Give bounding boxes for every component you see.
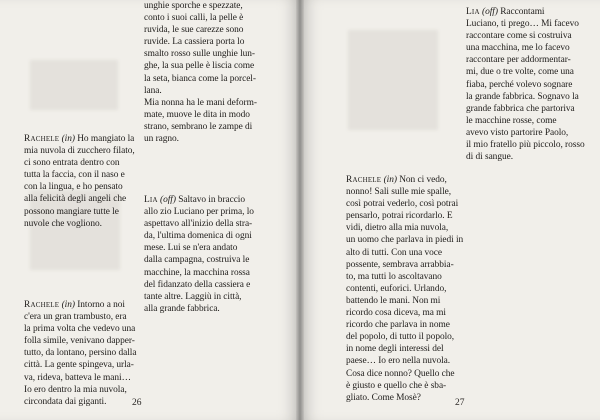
speech-text: Non ci vedo, nonno! Sali sulle mie spalle, così potrai vederlo, così potrai pensarlo, potrai ricordarlo. E vidi, dietro alla mia nuvola, un uomo che parlava in piedi in alto di tutti. Con una voce possente, sembrava arrabbia- to, ma tutti lo ascoltavano contenti, euforici. Urlando, battendo le mani. Non mi ricordo cosa diceva, ma mi ricordo che parlava in nome del popolo, di tutto il popolo, in nome degli interessi del paese… Io ero nella nuvola. Cosa dice nonno? Quello che è giusto e quello che è sba- gliato. Come Mosè? (346, 175, 464, 403)
speaker-name: Lia (466, 7, 480, 17)
narration-paragraph: unghie sporche e spezzate, conto i suoi calli, la pelle è ruvida, le sue carezze sono ruvide. La cassiera porta lo smalto rosso sulle unghie lun- ghe, la sua pelle è liscia come la seta, bianca come la porcel- lana. Mia nonna ha le mani deform- mate, muove le dita in modo strano, sembrano le zampe di un ragno. (144, 1, 257, 145)
stage-direction: (off) (482, 7, 498, 17)
stage-direction: (in) (383, 175, 397, 185)
speech-text: Saltavo in braccio allo zio Luciano per prima, lo aspettavo all'inizio della stra- da, l'ultima domenica di ogni mese. Lui se n'era andato dalla campagna, costruiva le macchine, la macchina rossa del fidanzato della cassiera e tante altre. Laggiù in città, alla grande fabbrica. (144, 195, 254, 314)
speaker-name: Rachele (24, 300, 60, 310)
rachele-speech (24, 299, 136, 408)
page-number: 26 (132, 398, 142, 408)
speaker-name: Rachele (24, 134, 60, 144)
speech-text: Intorno a noi c'era un gran trambusto, era la prima volta che vedevo una folla simile, venivano dapper- tutto, da lontano, persino dalla città. La gente spingeva, urla- va, rideva, batteva le mani… Io ero dentro la mia nuvola, circondata dai giganti. (24, 300, 137, 407)
rachele-speech (24, 133, 135, 230)
bleed-through-shadow (348, 30, 438, 130)
stage-direction: (in) (61, 134, 75, 144)
lia-speech (466, 6, 585, 163)
stage-direction: (in) (61, 300, 75, 310)
book-gutter (296, 0, 304, 420)
speaker-name: Rachele (346, 175, 382, 185)
lia-speech (144, 194, 254, 315)
speaker-name: Lia (144, 195, 158, 205)
bleed-through-shadow (30, 60, 118, 110)
rachele-speech (346, 174, 463, 404)
stage-direction: (off) (160, 195, 176, 205)
right-page (300, 0, 600, 420)
speech-text: Raccontami Luciano, ti prego… Mi facevo raccontare come si costruiva una macchina, me lo facevo raccontare per addormentar- mi, due o tre volte, come una fiaba, perché volevo sognare la grande fabbrica. Sognavo la grande fabbrica che partoriva le macchine rosse, come avevo visto partorire Paolo, il mio fratello più piccolo, rosso di di sangue. (466, 7, 585, 163)
page-number: 27 (455, 398, 465, 408)
speech-text: Ho mangiato la mia nuvola di zucchero filato, ci sono entrata dentro con tutta la faccia, con il naso e con la lingua, e ho pensato alla felicità degli angeli che possono mangiare tutte le nuvole che vogliono. (24, 134, 135, 229)
